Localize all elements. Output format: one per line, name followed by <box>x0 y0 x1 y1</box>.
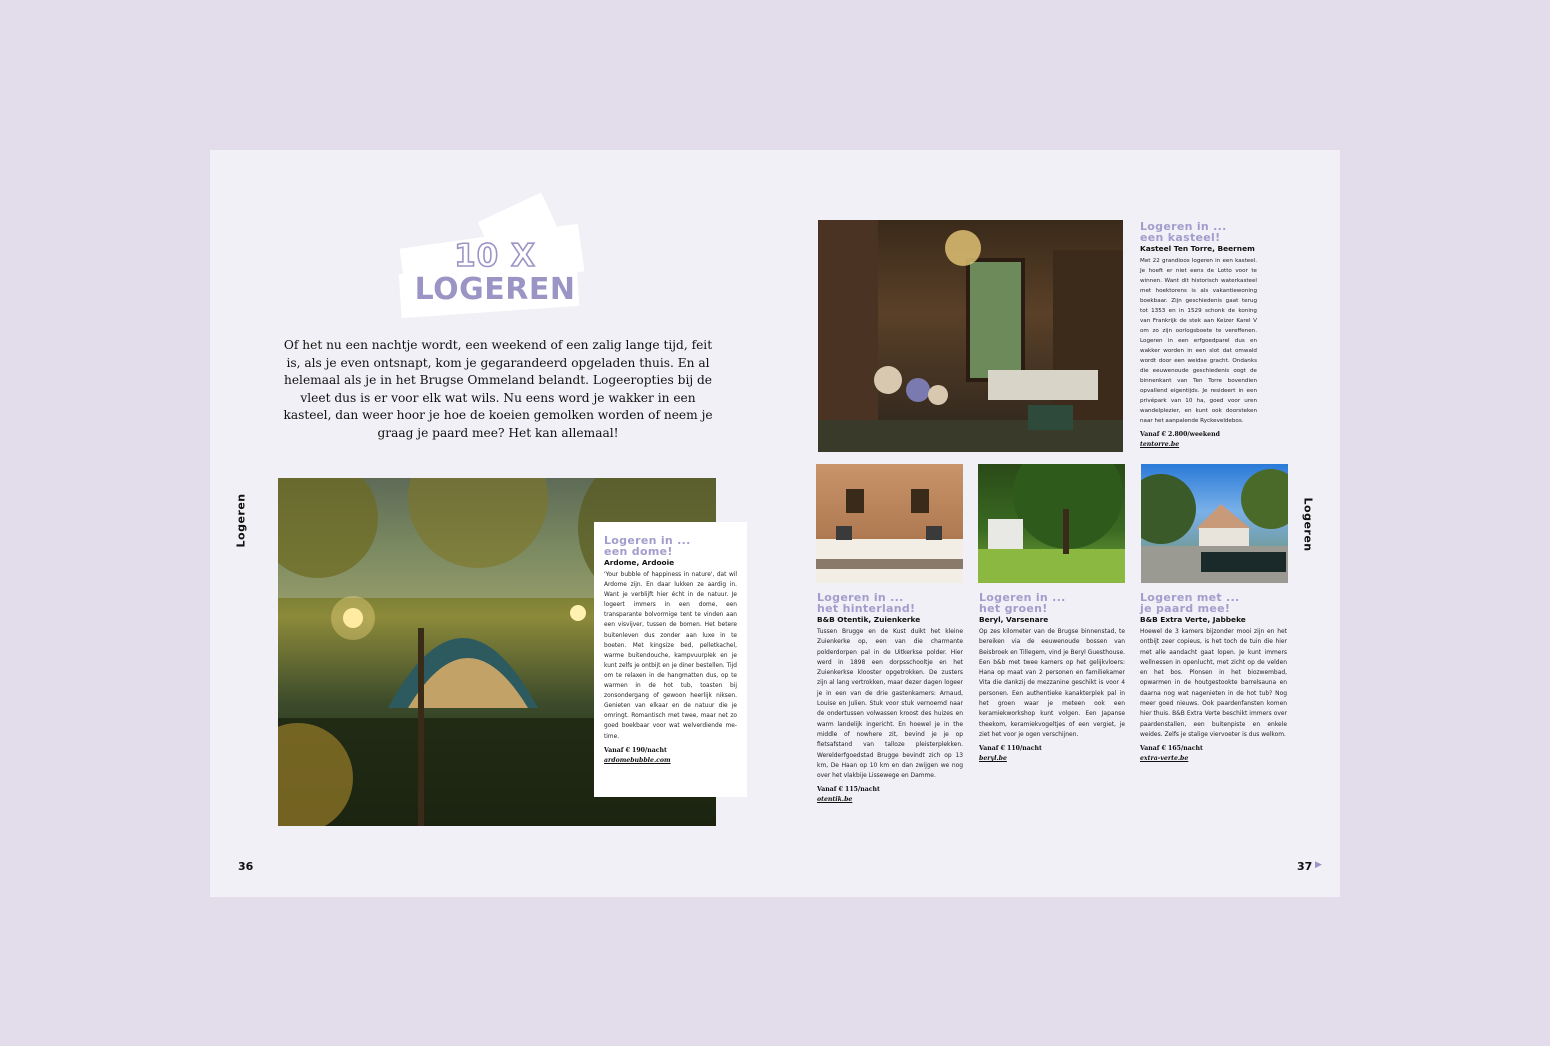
hinterland-kicker-1: Logeren in ... <box>817 591 904 604</box>
intro-paragraph: Of het nu een nachtje wordt, een weekend of een zalig lange tijd, feit is, als je even ontsnapt, kom je gegarandeerd opgeladen thuis. En al helemaal als je in het Brugse Ommeland belandt. Logeeropties bij de vleet dus is er voor elk wat wils. Nu eens word je wakker in een kasteel, dan weer hoor je hoe de koeien gemolken worden of neem je graag je paard mee? Het kan allemaal! <box>283 338 713 440</box>
pool-photo <box>1141 464 1288 583</box>
paard-subtitle: B&B Extra Verte, Jabbeke <box>1140 615 1246 624</box>
paard-kicker-1: Logeren met ... <box>1140 591 1240 604</box>
hinterland-link[interactable]: otentik.be <box>817 796 853 804</box>
castle-kicker-2: een kasteel! <box>1140 230 1221 244</box>
paard-kicker-2: je paard mee! <box>1140 601 1231 615</box>
hinterland-body: Tussen Brugge en de Kust duikt het kleine Zuienkerke op, een van die charmante polderdorpen pal in de Uitkerkse polder. Hier werd in 1898 een dorpsschooltje en het Zuienkerkse klooster opgetrokken. De zusters zijn al lang vertrokken, maar dezer dagen logeer je in een van de drie gastenkamers: Arnaud, Louise en Julien. Stuk voor stuk vernoemd naar de ondertussen volwassen kroost des huizes en warm landelijk ingericht. En hoewel je in the middle of nowhere zit, bevind je je op fietsafstand van talloze pleisterplekken. Werelderfgoedstad Brugge bevindt zich op 13 km, De Haan op 10 km en dan zwijgen we nog over het vlakbije Lissewege en Damme. <box>817 628 963 780</box>
dome-article-card <box>594 522 747 797</box>
garden-scene-illustration <box>978 464 1125 583</box>
side-label-right: Logeren <box>1301 497 1315 552</box>
paard-body: Hoewel de 3 kamers bijzonder mooi zijn en het ontbijt zeer copieus, is het toch de tuin die hier met alle aandacht gaat lopen. Je kunt immers wellnessen in openlucht, met zicht op de velden en het bos. Plonsen in het biozwembad, opwarmen in de houtgestookte barrelsauna en daarna nog wat nagenieten in de hot tub? Nog meer goed nieuws. Ook paardenfansten komen hier thuis. B&B Extra Verte beschikt immers over paardenstallen, een buitenpiste en enkele weides. Zelfs je stalige viervoeter is dus welkom. <box>1140 628 1287 738</box>
dome-price: Vanaf € 190/nacht <box>604 746 667 754</box>
paard-article <box>1140 593 1287 763</box>
dome-subtitle: Ardome, Ardooie <box>604 558 675 567</box>
bedroom-photo <box>816 464 963 583</box>
dome-link[interactable]: ardomebubble.com <box>604 756 671 764</box>
castle-article <box>1140 222 1257 449</box>
dome-kicker-2: een dome! <box>604 544 673 558</box>
side-label-left: Logeren <box>234 493 248 548</box>
groen-subtitle: Beryl, Varsenare <box>979 615 1049 624</box>
castle-body: Met 22 grandioos logeren in een kasteel. Je hoeft er niet eens de Lotto voor te winnen. Want dit historisch waterkasteel met hoektorens is als vakantiewoning boekbaar. Zijn geschiedenis gaat terug tot 1353 en in 1529 schonk de koning van Frankrijk de stek aan Keizer Karel V om zo zijn oorlogsboete te vereffenen. Logeren in een erfgoedparel dus en wakker worden in een slot dat omwald wordt door een weidse gracht. Ondanks die eeuwenoude geschiedenis oogt de binnenkant van Ten Torre bovendien opvallend eigentijds. Je resideert in een privépark van 10 ha, goed voor uren wandelplezier, en kunt ook doorsteken naar het aanpalende Ryckeveldebos. <box>1140 258 1257 424</box>
hinterland-price: Vanaf € 115/nacht <box>817 786 880 794</box>
groen-article <box>979 593 1125 763</box>
page-number-right: 37 <box>1297 860 1313 873</box>
pool-scene-illustration <box>1141 464 1288 583</box>
groen-link[interactable]: beryl.be <box>979 755 1007 763</box>
hinterland-article <box>817 593 963 804</box>
castle-scene-illustration <box>818 220 1123 452</box>
castle-interior-photo <box>818 220 1123 452</box>
title-line-1: 10 X <box>454 238 536 274</box>
title-line-2: LOGEREN <box>414 272 576 307</box>
hinterland-kicker-2: het hinterland! <box>817 601 916 615</box>
groen-body: Op zes kilometer van de Brugse binnenstad, te bereiken via de eeuwenoude bossen van Beisbroek en Tillegem, vind je Beryl Guesthouse. Een b&b met twee kamers op het gelijkvloers: Hana op maat van 2 personen en familiekamer Vita die dankzij de mezzanine geschikt is voor 4 personen. Een authentieke kanakterplek pal in het groen waar je meteen ook een keramiekworkshop kunt volgen. Een Japanse theekom, keramiekvogeltjes of een vergiet, je ziet het voor je ogen verschijnen. <box>979 628 1125 738</box>
groen-kicker-2: het groen! <box>979 601 1048 615</box>
hinterland-subtitle: B&B Otentik, Zuienkerke <box>817 615 921 624</box>
page-number-left: 36 <box>238 860 254 873</box>
castle-kicker-1: Logeren in ... <box>1140 220 1227 233</box>
castle-subtitle: Kasteel Ten Torre, Beernem <box>1140 244 1255 253</box>
paard-price: Vanaf € 165/nacht <box>1140 745 1203 753</box>
garden-photo <box>978 464 1125 583</box>
bedroom-scene-illustration <box>816 464 963 583</box>
page-arrow-icon: ▶ <box>1315 860 1322 870</box>
groen-kicker-1: Logeren in ... <box>979 591 1066 604</box>
dome-kicker-1: Logeren in ... <box>604 534 691 547</box>
castle-price: Vanaf € 2.800/weekend <box>1140 431 1220 438</box>
dome-body: 'Your bubble of happiness in nature', dat wil Ardome zijn. En daar lukken ze aardig in. Want je verblijft hier écht in de natuur. Je logeert immers in een dome, een transparante bolvormige tent te vinden aan een visvijver, tussen de bomen. Het betere buitenleven dus zonder aan luxe in te boeten. Met kingsize bed, pelletkachel, warme buitendouche, kampvuurplek en je kunt zelfs je ontbijt en je diner bestellen. Tijd om te relaxen in de hangmatten dus, op te warmen in de hot tub, toasten bij zonsondergang of gewoon heerlijk niksen. Genieten van elkaar en de natuur die je omringt. Romantisch met twee, maar net zo goed boekbaar voor wat welverdiende me-time. <box>604 572 737 740</box>
castle-link[interactable]: tentorre.be <box>1140 441 1180 448</box>
groen-price: Vanaf € 110/nacht <box>979 745 1042 753</box>
paard-link[interactable]: extra-verte.be <box>1140 755 1189 763</box>
